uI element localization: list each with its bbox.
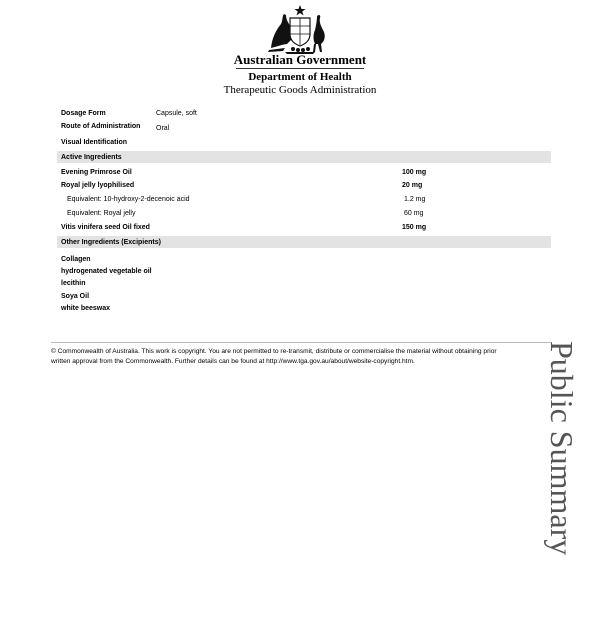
active-ingredient-amount: 20 mg bbox=[402, 182, 423, 189]
excipient-item: white beeswax bbox=[61, 305, 111, 312]
excipient-item: Soya Oil bbox=[61, 293, 90, 300]
header-divider bbox=[236, 68, 364, 69]
footer-divider bbox=[51, 342, 551, 343]
route-label: Route of Administration bbox=[61, 123, 141, 130]
government-title: Australian Government bbox=[233, 52, 367, 67]
excipient-item: lecithin bbox=[61, 280, 86, 287]
agency-title: Therapeutic Goods Administration bbox=[223, 84, 377, 96]
coat-of-arms-icon bbox=[265, 4, 335, 54]
copyright-line: © Commonwealth of Australia. This work is copyright. You are not permitted to re-transmit, distribute or commercialise the material without obtaining prior bbox=[51, 348, 497, 355]
active-ingredient-amount: 100 mg bbox=[402, 169, 427, 176]
active-ingredient-name: Royal jelly lyophilised bbox=[61, 182, 135, 189]
other-ingredients-heading: Other Ingredients (Excipients) bbox=[61, 239, 161, 246]
department-title: Department of Health bbox=[248, 71, 352, 83]
active-ingredient-equivalent: Equivalent: 10-hydroxy-2-decenoic acid bbox=[67, 196, 190, 203]
active-ingredient-equivalent: Equivalent: Royal jelly bbox=[67, 210, 136, 217]
active-ingredients-heading: Active Ingredients bbox=[61, 154, 122, 161]
dosage-form-value: Capsule, soft bbox=[156, 110, 197, 117]
active-ingredients-band bbox=[57, 151, 551, 163]
active-ingredient-name: Vitis vinifera seed Oil fixed bbox=[61, 224, 150, 231]
active-ingredient-equivalent-amount: 1.2 mg bbox=[404, 196, 426, 203]
active-ingredient-equivalent-amount: 60 mg bbox=[404, 210, 424, 217]
active-ingredient-amount: 150 mg bbox=[402, 224, 427, 231]
dosage-form-label: Dosage Form bbox=[61, 110, 106, 117]
visual-identification-label: Visual Identification bbox=[61, 139, 127, 146]
public-summary-label: Public Summary bbox=[544, 341, 580, 556]
active-ingredient-name: Evening Primrose Oil bbox=[61, 169, 132, 176]
excipient-item: hydrogenated vegetable oil bbox=[61, 268, 152, 275]
copyright-notice bbox=[51, 347, 551, 367]
route-value: Oral bbox=[156, 125, 170, 132]
copyright-line: written approval from the Commonwealth. Further details can be found at http://www.tga.gov.au/about/website-copyright.htm. bbox=[51, 358, 415, 365]
excipient-item: Collagen bbox=[61, 256, 91, 263]
